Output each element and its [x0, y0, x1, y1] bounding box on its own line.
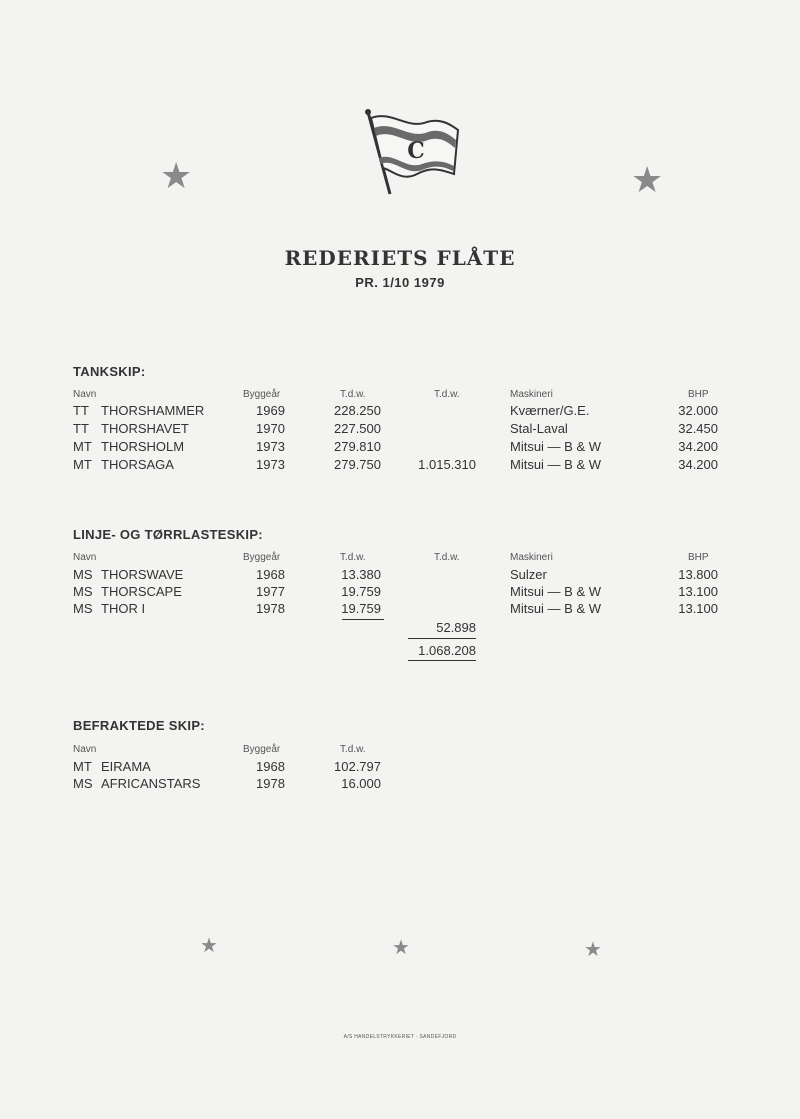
company-flag-logo: [362, 108, 464, 196]
ship-year: 1978: [256, 776, 285, 791]
ship-tdw: 13.380: [341, 567, 381, 582]
col-header-year: Byggeår: [243, 389, 281, 400]
ship-prefix: MT: [73, 457, 92, 472]
linje-subtotal: 52.898: [436, 620, 476, 635]
star-icon: ★: [200, 935, 218, 957]
col-header-bhp: BHP: [688, 552, 709, 563]
ship-prefix: MT: [73, 759, 92, 774]
ship-engine: Kværner/G.E.: [510, 403, 590, 418]
tankskip-total-tdw: 1.015.310: [418, 457, 476, 472]
star-icon: ★: [631, 159, 664, 200]
ship-name: AFRICANSTARS: [101, 776, 201, 791]
star-icon: ★: [160, 155, 193, 196]
ship-prefix: MS: [73, 567, 93, 582]
col-header-tdw-total: T.d.w.: [434, 552, 460, 563]
ship-year: 1977: [256, 584, 285, 599]
ship-engine: Stal-Laval: [510, 421, 568, 436]
tdw-sum-rule: [342, 619, 384, 620]
col-header-name: Navn: [73, 389, 97, 400]
ship-name: THORSHAMMER: [101, 403, 205, 418]
col-header-engine: Maskineri: [510, 552, 553, 563]
section-heading-befraktede: BEFRAKTEDE SKIP:: [73, 718, 205, 733]
grand-total-rule: [408, 660, 476, 661]
section-heading-linje: LINJE- OG TØRRLASTESKIP:: [73, 527, 263, 542]
ship-year: 1969: [256, 403, 285, 418]
ship-engine: Sulzer: [510, 567, 547, 582]
ship-tdw: 102.797: [334, 759, 381, 774]
ship-bhp: 32.450: [678, 421, 718, 436]
star-icon: ★: [392, 937, 410, 959]
col-header-bhp: BHP: [688, 389, 709, 400]
ship-name: EIRAMA: [101, 759, 151, 774]
ship-tdw: 279.750: [334, 457, 381, 472]
ship-year: 1978: [256, 601, 285, 616]
ship-bhp: 34.200: [678, 457, 718, 472]
ship-prefix: TT: [73, 403, 89, 418]
ship-bhp: 34.200: [678, 439, 718, 454]
ship-name: THORSAGA: [101, 457, 174, 472]
ship-tdw: 227.500: [334, 421, 381, 436]
ship-engine: Mitsui — B & W: [510, 601, 602, 616]
section-heading-tankskip: TANKSKIP:: [73, 364, 146, 379]
printer-credit: A/S HANDELSTRYKKERIET · SANDEFJORD: [343, 1034, 457, 1040]
ship-engine: Mitsui — B & W: [510, 584, 602, 599]
ship-name: THORSHOLM: [101, 439, 185, 454]
ship-prefix: MT: [73, 439, 92, 454]
ship-year: 1968: [256, 759, 285, 774]
ship-tdw: 16.000: [341, 776, 381, 791]
ship-name: THORSHAVET: [101, 421, 189, 436]
ship-bhp: 13.100: [678, 601, 718, 616]
ship-tdw: 19.759: [341, 584, 381, 599]
col-header-tdw: T.d.w.: [340, 744, 366, 755]
grand-total: 1.068.208: [418, 643, 476, 658]
col-header-engine: Maskineri: [510, 389, 553, 400]
ship-year: 1973: [256, 457, 285, 472]
ship-engine: Mitsui — B & W: [510, 457, 602, 472]
svg-text:C: C: [407, 138, 425, 164]
col-header-tdw: T.d.w.: [340, 552, 366, 563]
ship-name: THORSWAVE: [101, 567, 184, 582]
ship-name: THORSCAPE: [101, 584, 182, 599]
col-header-year: Byggeår: [243, 744, 281, 755]
page-subtitle: PR. 1/10 1979: [355, 275, 445, 290]
col-header-year: Byggeår: [243, 552, 281, 563]
ship-year: 1968: [256, 567, 285, 582]
ship-bhp: 13.800: [678, 567, 718, 582]
subtotal-rule: [408, 638, 476, 639]
ship-bhp: 13.100: [678, 584, 718, 599]
ship-name: THOR I: [101, 601, 146, 616]
col-header-name: Navn: [73, 552, 97, 563]
ship-year: 1970: [256, 421, 285, 436]
ship-prefix: TT: [73, 421, 89, 436]
ship-year: 1973: [256, 439, 285, 454]
col-header-tdw: T.d.w.: [340, 389, 366, 400]
ship-tdw: 228.250: [334, 403, 381, 418]
star-icon: ★: [584, 939, 602, 961]
col-header-tdw-total: T.d.w.: [434, 389, 460, 400]
ship-tdw: 279.810: [334, 439, 381, 454]
ship-engine: Mitsui — B & W: [510, 439, 602, 454]
ship-prefix: MS: [73, 776, 93, 791]
ship-tdw: 19.759: [341, 601, 381, 616]
ship-bhp: 32.000: [678, 403, 718, 418]
page-title: REDERIETS FLÅTE: [284, 246, 516, 270]
col-header-name: Navn: [73, 744, 97, 755]
ship-prefix: MS: [73, 601, 93, 616]
ship-prefix: MS: [73, 584, 93, 599]
